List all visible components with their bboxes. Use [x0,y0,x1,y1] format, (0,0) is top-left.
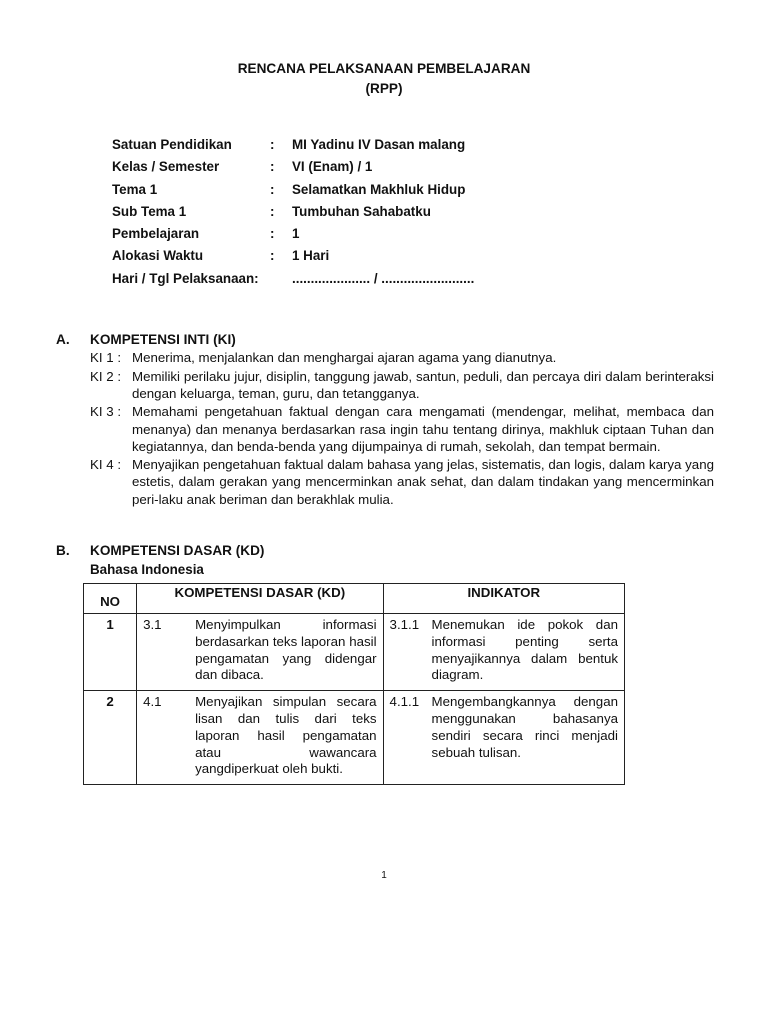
info-label: Tema 1 [112,181,158,197]
indikator-cell [383,614,624,691]
ki-list [90,349,714,509]
info-colon: : [270,226,275,242]
info-colon: : [270,181,275,197]
indikator-code: 3.1.1 [389,617,420,632]
document-subtitle: (RPP) [365,81,403,96]
indikator-text: Mengembangkannya dengan menggunakan bahasanya sendiri secara rinci menjadi sebuah tulisan. [431,694,618,760]
info-label: Hari / Tgl Pelaksanaan: [112,270,259,286]
info-colon: : [270,248,275,264]
section-title: KOMPETENSI INTI (KI) [90,332,236,347]
header-indikator: INDIKATOR [383,584,624,614]
info-value: 1 [292,226,300,242]
info-value: ..................... / ......................... [292,270,475,286]
row-number: 1 [84,614,137,691]
page-number: 1 [381,870,387,881]
kd-table [83,583,625,785]
ki-item [90,368,714,402]
kd-cell [137,614,383,691]
section-letter: A. [56,332,70,347]
info-label: Kelas / Semester [112,159,220,175]
section-letter: B. [56,543,70,558]
info-colon: : [270,137,275,152]
indikator-text: Menemukan ide pokok dan informasi penting serta menyajikannya dalam bentuk diagram. [431,617,618,683]
ki-code: KI 1 : [90,350,122,365]
kd-code: 3.1 [143,617,162,632]
info-colon: : [270,159,275,175]
info-label: Pembelajaran [112,226,200,242]
indikator-code: 4.1.1 [389,694,420,710]
info-value: 1 Hari [292,248,330,264]
header-no: NO [84,584,137,614]
kd-text: Menyimpulkan informasi berdasarkan teks laporan hasil pengamatan yang didengar dan dibaca. [195,617,377,683]
info-value: MI Yadinu IV Dasan malang [292,137,466,152]
ki-code: KI 2 : [90,368,122,384]
ki-item [90,456,714,507]
indikator-cell [383,691,624,785]
row-number: 2 [84,691,137,785]
info-colon: : [270,203,275,219]
table-row [84,614,625,691]
kd-code: 4.1 [143,694,162,710]
ki-item [90,403,714,454]
header-kd: KOMPETENSI DASAR (KD) [137,584,383,614]
subject-heading: Bahasa Indonesia [90,562,204,577]
info-label: Satuan Pendidikan [112,137,232,152]
ki-text: Menyajikan pengetahuan faktual dalam bahasa yang jelas, sistematis, dan logis, dalam karya yang estetis, dalam gerakan yang mencerminkan anak sehat, dan dalam tindakan yang mencerminkan peri-laku anak beriman dan berakhlak mulia. [132,457,714,507]
info-value: Selamatkan Makhluk Hidup [292,181,466,197]
table-header-row [84,584,625,614]
info-label: Sub Tema 1 [112,203,187,219]
ki-item [90,349,714,366]
table-row [84,691,625,785]
kd-text: Menyajikan simpulan secara lisan dan tulis dari teks laporan hasil pengamatan atau wawancara yangdiperkuat oleh bukti. [195,694,377,777]
ki-code: KI 3 : [90,404,122,420]
ki-text: Menerima, menjalankan dan menghargai ajaran agama yang dianutnya. [132,350,557,365]
ki-text: Memahami pengetahuan faktual dengan cara mengamati (mendengar, melihat, membaca dan menanya) dan menanya berdasarkan rasa ingin tahu tentang dirinya, makhluk ciptaan Tuhan dan kegiatannya, dan benda-benda yang dijumpainya di rumah, sekolah, dan tempat bermain. [132,404,714,454]
document-title: RENCANA PELAKSANAAN PEMBELAJARAN [237,61,531,76]
info-value: VI (Enam) / 1 [292,159,373,175]
ki-code: KI 4 : [90,457,122,473]
info-label: Alokasi Waktu [112,248,204,264]
kd-cell [137,691,383,785]
info-value: Tumbuhan Sahabatku [292,203,431,219]
ki-text: Memiliki perilaku jujur, disiplin, tanggung jawab, santun, peduli, dan percaya diri dalam berinteraksi dengan keluarga, teman, guru, dan tetangganya. [132,368,714,401]
section-title: KOMPETENSI DASAR (KD) [90,543,265,558]
